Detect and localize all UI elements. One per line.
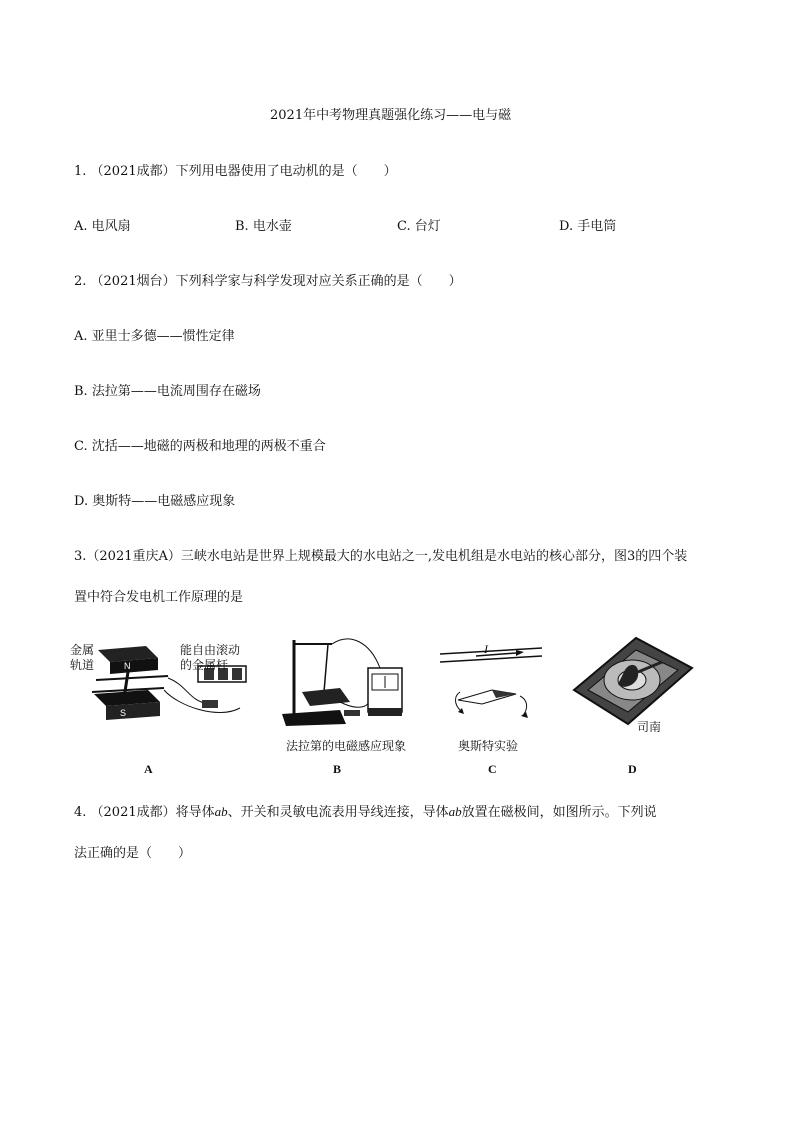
figure-d-caption: 司南 <box>637 720 662 734</box>
figure-d-letter: D <box>628 762 637 776</box>
question-3-stem-line1: 3.（2021重庆A）三峡水电站是世界上规模最大的水电站之一,发电机组是水电站的核心部分，图3的四个装 <box>74 549 688 564</box>
figure-b-letter: B <box>333 762 342 776</box>
q2-option-a: A. 亚里士多德——惯性定律 <box>74 329 235 344</box>
q4-text-part-3: 放置在磁极间，如图所示。下列说 <box>461 805 657 820</box>
question-3-stem-line2: 置中符合发电机工作原理的是 <box>74 590 244 605</box>
q1-option-c: C. 台灯 <box>397 219 441 234</box>
figure-c-oersted-experiment <box>436 640 551 720</box>
question-4-stem-line1 <box>74 803 657 822</box>
question-1-stem: 1. （2021成都）下列用电器使用了电动机的是（ ） <box>74 164 397 179</box>
figure-a-letter: A <box>144 762 153 776</box>
q1-option-d: D. 手电筒 <box>559 219 617 234</box>
q4-text-part-2: 、开关和灵敏电流表用导线连接，导体 <box>227 805 449 820</box>
q2-option-b: B. 法拉第——电流周围存在磁场 <box>74 384 261 399</box>
figure-c-caption: 奥斯特实验 <box>458 739 519 753</box>
svg-text:S: S <box>120 708 127 718</box>
q4-variable-ab-1: ab <box>214 804 228 819</box>
question-2-stem: 2. （2021烟台）下列科学家与科学发现对应关系正确的是（ ） <box>74 274 462 289</box>
q1-option-a: A. 电风扇 <box>74 219 131 234</box>
figure-b-caption: 法拉第的电磁感应现象 <box>286 739 407 753</box>
question-4-stem-line2: 法正确的是（ ） <box>74 846 192 861</box>
q1-option-b: B. 电水壶 <box>235 219 292 234</box>
figure-a-label-rail-2: 轨道 <box>70 658 95 672</box>
figure-a-label-rod-1: 能自由滚动 <box>180 643 241 657</box>
figure-b-faraday-apparatus <box>280 632 405 727</box>
q4-text-part-1: 4. （2021成都）将导体 <box>74 805 215 820</box>
q2-option-d: D. 奥斯特——电磁感应现象 <box>74 494 236 509</box>
q4-variable-ab-2: ab <box>448 804 462 819</box>
q2-option-c: C. 沈括——地磁的两极和地理的两极不重合 <box>74 439 326 454</box>
figure-a-label-rail-1: 金属 <box>70 643 95 657</box>
figure-c-letter: C <box>488 762 497 776</box>
page-title: 2021年中考物理真题强化练习——电与磁 <box>270 108 512 123</box>
figure-d-sinan-compass <box>566 632 696 728</box>
figure-a-label-rod-2: 的金属杆 <box>180 658 229 672</box>
svg-text:N: N <box>124 661 131 671</box>
figure-c-current-label: I <box>484 642 488 656</box>
